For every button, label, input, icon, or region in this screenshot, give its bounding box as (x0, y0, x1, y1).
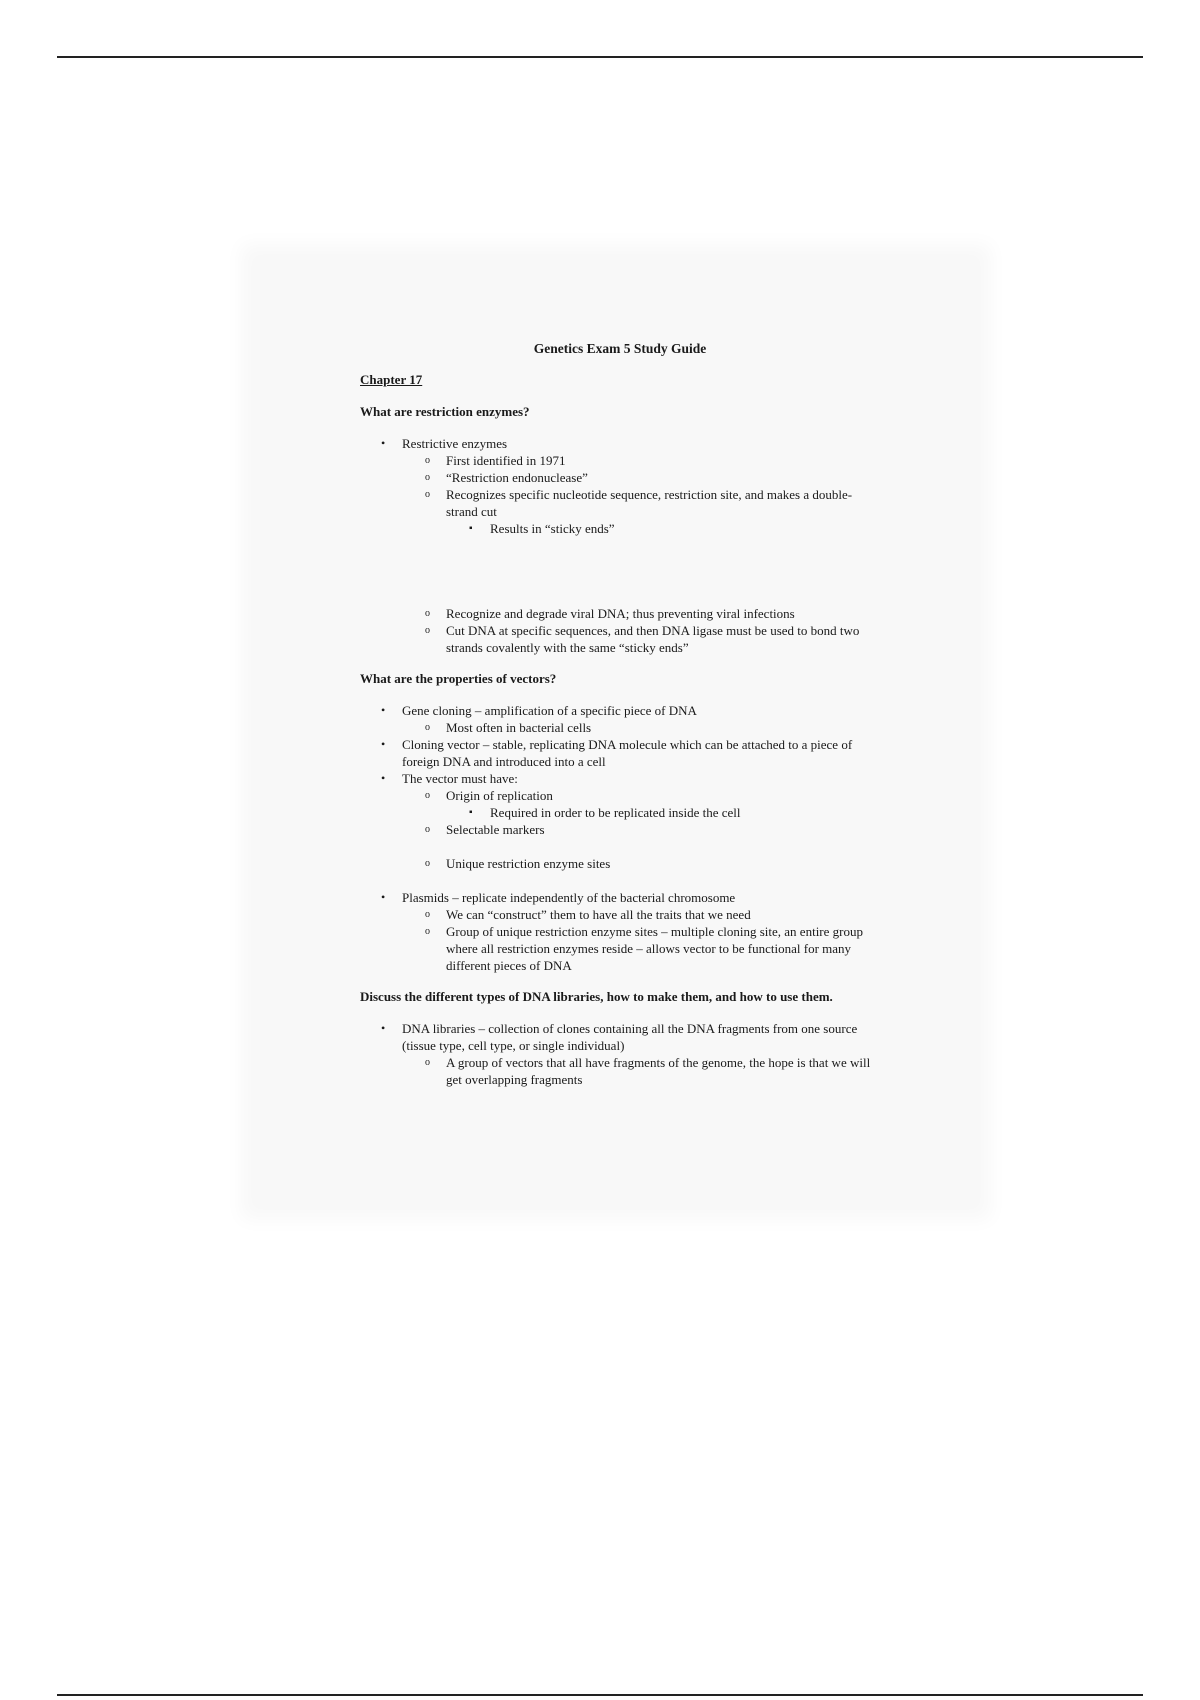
hollow-bullet-icon: o (425, 790, 430, 801)
hollow-bullet-icon: o (425, 455, 430, 466)
list-item: ▪ Results in “sticky ends” (469, 521, 615, 536)
list-item: ▪ Required in order to be replicated inside the cell (469, 805, 741, 820)
bullet-icon: • (381, 771, 386, 785)
list-item: • DNA libraries – collection of clones containing all the DNA fragments from one source (tissue type, cell type, or single individual) (381, 1021, 858, 1053)
list-item: • Restrictive enzymes (381, 436, 508, 451)
document-title: Genetics Exam 5 Study Guide (533, 341, 707, 356)
hollow-bullet-icon: o (425, 824, 430, 835)
document-content (360, 340, 880, 1088)
bullet-icon: • (381, 703, 386, 717)
section2-list (360, 702, 880, 974)
list-item: o Group of unique restriction enzyme sites – multiple cloning site, an entire group where all restriction enzymes reside – allows vector to be functional for many different pieces of DNA (425, 924, 863, 973)
list-item: o A group of vectors that all have fragments of the genome, the hope is that we will get overlapping fragments (425, 1055, 871, 1087)
list-item: o Recognize and degrade viral DNA; thus preventing viral infections (425, 606, 795, 621)
question-vector-properties: What are the properties of vectors? (360, 671, 557, 686)
section3-list (360, 1020, 880, 1088)
list-item: o Recognizes specific nucleotide sequence, restriction site, and makes a double-strand cut (425, 487, 853, 519)
list-item: • Plasmids – replicate independently of the bacterial chromosome (381, 890, 736, 905)
chapter-heading: Chapter 17 (360, 372, 423, 387)
top-rule (57, 56, 1143, 58)
blank-space (360, 838, 880, 855)
square-bullet-icon: ▪ (469, 807, 473, 818)
section1-list (360, 435, 880, 656)
list-item: o “Restriction endonuclease” (425, 470, 588, 485)
list-item: o First identified in 1971 (425, 453, 566, 468)
list-item: o Most often in bacterial cells (425, 720, 592, 735)
hollow-bullet-icon: o (425, 489, 430, 500)
list-item: o Cut DNA at specific sequences, and then DNA ligase must be used to bond two strands covalently with the same “sticky ends” (425, 623, 860, 655)
blank-space (360, 872, 880, 889)
list-item: • The vector must have: (381, 771, 518, 786)
list-item: o Selectable markers (425, 822, 545, 837)
hollow-bullet-icon: o (425, 1057, 430, 1068)
bottom-rule (57, 1694, 1143, 1696)
question-restriction-enzymes: What are restriction enzymes? (360, 404, 530, 419)
list-item: • Cloning vector – stable, replicating DNA molecule which can be attached to a piece of foreign DNA and introduced into a cell (381, 737, 853, 769)
question-dna-libraries: Discuss the different types of DNA libraries, how to make them, and how to use them. (360, 989, 833, 1004)
hollow-bullet-icon: o (425, 909, 430, 920)
hollow-bullet-icon: o (425, 625, 430, 636)
square-bullet-icon: ▪ (469, 523, 473, 534)
hollow-bullet-icon: o (425, 608, 430, 619)
bullet-icon: • (381, 436, 386, 450)
bullet-icon: • (381, 737, 386, 751)
list-item: • Gene cloning – amplification of a specific piece of DNA (381, 703, 697, 718)
bullet-icon: • (381, 1021, 386, 1035)
hollow-bullet-icon: o (425, 472, 430, 483)
bullet-icon: • (381, 890, 386, 904)
list-item: o Origin of replication (425, 788, 553, 803)
hollow-bullet-icon: o (425, 722, 430, 733)
blank-space (360, 537, 880, 605)
hollow-bullet-icon: o (425, 926, 430, 937)
list-item: o Unique restriction enzyme sites (425, 856, 611, 871)
list-item: o We can “construct” them to have all the traits that we need (425, 907, 751, 922)
hollow-bullet-icon: o (425, 858, 430, 869)
